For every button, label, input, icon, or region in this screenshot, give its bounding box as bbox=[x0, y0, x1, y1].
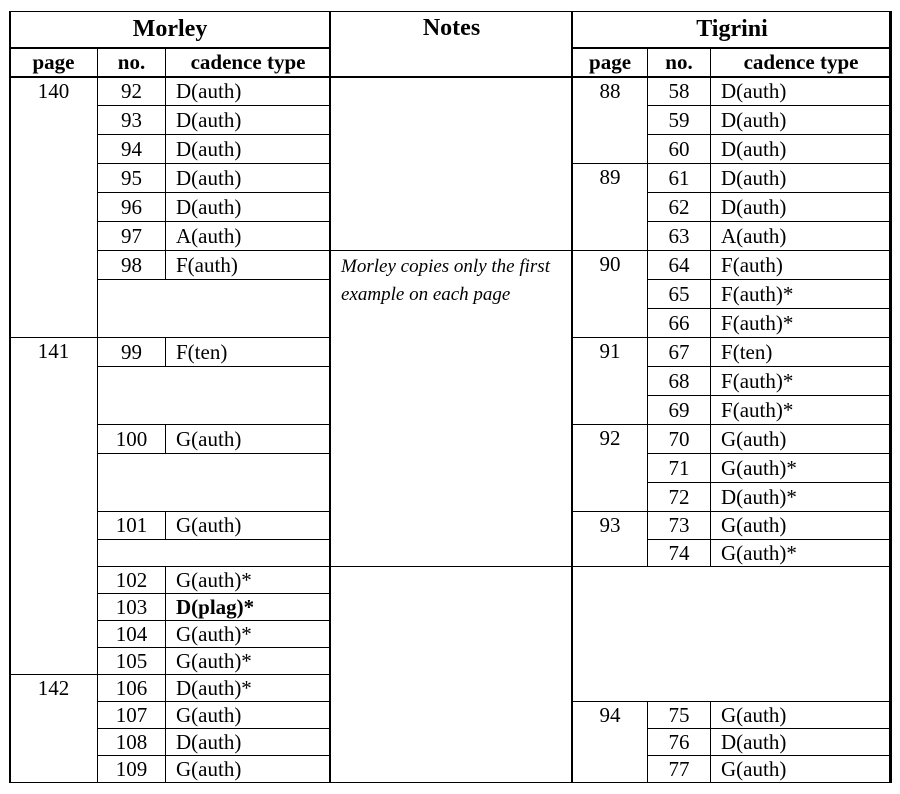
notes-cell-empty bbox=[331, 77, 573, 251]
notes-tigrini-divider bbox=[571, 11, 573, 782]
tigrini-no-cell: 62 bbox=[648, 193, 711, 222]
morley-cadence-cell: G(auth)* bbox=[166, 567, 331, 594]
tigrini-cadence-cell: G(auth)* bbox=[711, 454, 892, 483]
tigrini-cadence-cell: G(auth) bbox=[711, 756, 892, 783]
table-row bbox=[10, 567, 892, 594]
tigrini-cadence-cell: F(auth)* bbox=[711, 396, 892, 425]
tigrini-cadence-cell: F(ten) bbox=[711, 338, 892, 367]
tigrini-no-cell: 68 bbox=[648, 367, 711, 396]
morley-cadence-cell: G(auth) bbox=[166, 756, 331, 783]
cadence-comparison-table bbox=[9, 11, 892, 783]
morley-cadence-cell: D(auth) bbox=[166, 77, 331, 106]
tigrini-cadence-cell: D(auth) bbox=[711, 77, 892, 106]
morley-cadence-cell: D(auth) bbox=[166, 164, 331, 193]
tigrini-empty-block bbox=[573, 567, 892, 702]
morley-empty-cell bbox=[98, 280, 331, 338]
tigrini-page-cell: 91 bbox=[573, 338, 648, 425]
notes-header: Notes bbox=[331, 12, 573, 77]
tigrini-cadence-cell: F(auth)* bbox=[711, 367, 892, 396]
morley-no-cell: 99 bbox=[98, 338, 166, 367]
tigrini-cadence-cell: D(auth) bbox=[711, 193, 892, 222]
morley-cadence-cell: F(auth) bbox=[166, 251, 331, 280]
morley-cadence-cell: D(plag)* bbox=[166, 594, 331, 621]
tigrini-no-cell: 64 bbox=[648, 251, 711, 280]
morley-cadence-cell: F(ten) bbox=[166, 338, 331, 367]
table-row bbox=[10, 251, 892, 280]
morley-no-cell: 94 bbox=[98, 135, 166, 164]
morley-page-cell: 141 bbox=[10, 338, 98, 675]
morley-no-cell: 104 bbox=[98, 621, 166, 648]
morley-empty-cell bbox=[98, 540, 331, 567]
morley-cadence-header: cadence type bbox=[166, 48, 331, 77]
morley-empty-cell bbox=[98, 367, 331, 425]
morley-cadence-cell: D(auth) bbox=[166, 193, 331, 222]
morley-cadence-cell: D(auth) bbox=[166, 106, 331, 135]
tigrini-cadence-cell: D(auth) bbox=[711, 135, 892, 164]
tigrini-no-cell: 63 bbox=[648, 222, 711, 251]
morley-no-cell: 102 bbox=[98, 567, 166, 594]
notes-text: Morley copies only the first example on each page bbox=[331, 251, 573, 567]
tigrini-cadence-cell: F(auth) bbox=[711, 251, 892, 280]
morley-no-cell: 98 bbox=[98, 251, 166, 280]
tigrini-no-cell: 58 bbox=[648, 77, 711, 106]
tigrini-no-cell: 70 bbox=[648, 425, 711, 454]
morley-no-cell: 100 bbox=[98, 425, 166, 454]
morley-no-cell: 96 bbox=[98, 193, 166, 222]
tigrini-cadence-cell: A(auth) bbox=[711, 222, 892, 251]
morley-cadence-cell: G(auth) bbox=[166, 425, 331, 454]
morley-no-cell: 103 bbox=[98, 594, 166, 621]
tigrini-no-cell: 75 bbox=[648, 702, 711, 729]
morley-cadence-cell: D(auth) bbox=[166, 729, 331, 756]
tigrini-header: Tigrini bbox=[573, 12, 892, 48]
tigrini-cadence-cell: F(auth)* bbox=[711, 309, 892, 338]
tigrini-no-cell: 73 bbox=[648, 512, 711, 540]
tigrini-cadence-cell: G(auth) bbox=[711, 512, 892, 540]
tigrini-no-cell: 76 bbox=[648, 729, 711, 756]
morley-page-cell: 140 bbox=[10, 77, 98, 338]
tigrini-cadence-cell: D(auth) bbox=[711, 164, 892, 193]
morley-cadence-cell: G(auth)* bbox=[166, 621, 331, 648]
morley-page-header: page bbox=[10, 48, 98, 77]
tigrini-page-cell: 88 bbox=[573, 77, 648, 164]
morley-no-cell: 105 bbox=[98, 648, 166, 675]
tigrini-no-header: no. bbox=[648, 48, 711, 77]
tigrini-no-cell: 59 bbox=[648, 106, 711, 135]
tigrini-cadence-cell: G(auth) bbox=[711, 425, 892, 454]
tigrini-no-cell: 72 bbox=[648, 483, 711, 512]
tigrini-cadence-cell: D(auth) bbox=[711, 106, 892, 135]
tigrini-page-cell: 94 bbox=[573, 702, 648, 783]
tigrini-page-header: page bbox=[573, 48, 648, 77]
tigrini-no-cell: 69 bbox=[648, 396, 711, 425]
morley-no-cell: 101 bbox=[98, 512, 166, 540]
tigrini-page-cell: 93 bbox=[573, 512, 648, 567]
morley-no-cell: 92 bbox=[98, 77, 166, 106]
tigrini-cadence-cell: F(auth)* bbox=[711, 280, 892, 309]
morley-no-cell: 95 bbox=[98, 164, 166, 193]
tigrini-page-cell: 90 bbox=[573, 251, 648, 338]
morley-no-cell: 93 bbox=[98, 106, 166, 135]
morley-cadence-cell: G(auth) bbox=[166, 702, 331, 729]
morley-cadence-cell: D(auth)* bbox=[166, 675, 331, 702]
tigrini-no-cell: 66 bbox=[648, 309, 711, 338]
notes-cell-empty bbox=[331, 567, 573, 783]
morley-cadence-cell: G(auth)* bbox=[166, 648, 331, 675]
morley-empty-cell bbox=[98, 454, 331, 512]
tigrini-no-cell: 77 bbox=[648, 756, 711, 783]
tigrini-page-cell: 92 bbox=[573, 425, 648, 512]
morley-cadence-cell: G(auth) bbox=[166, 512, 331, 540]
tigrini-page-cell: 89 bbox=[573, 164, 648, 251]
morley-cadence-cell: A(auth) bbox=[166, 222, 331, 251]
morley-no-cell: 108 bbox=[98, 729, 166, 756]
table-left-border bbox=[9, 11, 11, 782]
tigrini-cadence-cell: G(auth) bbox=[711, 702, 892, 729]
tigrini-cadence-header: cadence type bbox=[711, 48, 892, 77]
morley-cadence-cell: D(auth) bbox=[166, 135, 331, 164]
tigrini-no-cell: 71 bbox=[648, 454, 711, 483]
tigrini-no-cell: 65 bbox=[648, 280, 711, 309]
morley-no-cell: 97 bbox=[98, 222, 166, 251]
morley-header: Morley bbox=[10, 12, 331, 48]
morley-no-header: no. bbox=[98, 48, 166, 77]
table-row bbox=[10, 77, 892, 106]
table-right-border bbox=[889, 11, 891, 782]
morley-notes-divider bbox=[329, 11, 331, 782]
tigrini-no-cell: 60 bbox=[648, 135, 711, 164]
morley-no-cell: 109 bbox=[98, 756, 166, 783]
tigrini-no-cell: 61 bbox=[648, 164, 711, 193]
tigrini-no-cell: 74 bbox=[648, 540, 711, 567]
tigrini-no-cell: 67 bbox=[648, 338, 711, 367]
morley-page-cell: 142 bbox=[10, 675, 98, 783]
morley-no-cell: 107 bbox=[98, 702, 166, 729]
tigrini-cadence-cell: D(auth)* bbox=[711, 483, 892, 512]
tigrini-cadence-cell: G(auth)* bbox=[711, 540, 892, 567]
morley-no-cell: 106 bbox=[98, 675, 166, 702]
tigrini-cadence-cell: D(auth) bbox=[711, 729, 892, 756]
